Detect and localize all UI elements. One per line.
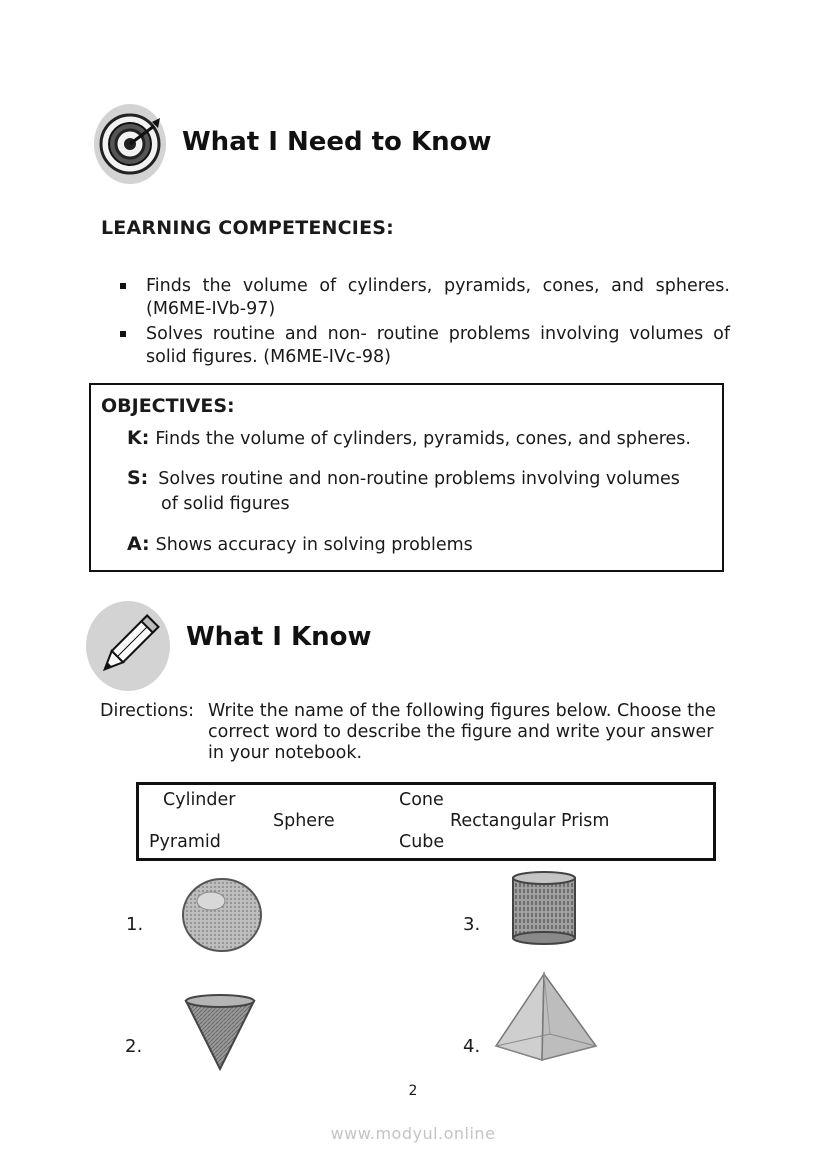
objective-s-continued: of solid figures [161,494,290,514]
word-rectangular-prism: Rectangular Prism [450,811,610,831]
target-icon-graphic [94,104,166,184]
competency-text: Finds the volume of cylinders, pyramids, cones, and spheres. (M6ME-IVb-97) [146,276,730,319]
competencies-list [120,275,730,371]
pyramid-figure [492,970,600,1064]
word-cone: Cone [399,790,444,810]
bullet-square-icon [120,283,126,289]
objective-s-key: S: [127,467,149,489]
pencil-icon [86,601,170,691]
list-item [120,275,730,321]
objective-a-key: A: [127,533,150,555]
word-choices-box [136,782,716,861]
objective-a-text: Shows accuracy in solving problems [155,535,473,555]
competency-text: Solves routine and non- routine problems involving volumes of solid figures. (M6ME-IVc-98) [146,324,730,367]
objective-a [127,531,473,558]
learning-competencies-title: LEARNING COMPETENCIES: [101,217,394,239]
objectives-box [89,383,724,572]
word-cylinder: Cylinder [163,790,236,810]
objective-k-key: K: [127,427,150,449]
figure-number-1: 1. [126,914,144,935]
directions-label: Directions: [100,701,195,721]
target-icon [94,104,166,184]
word-cube: Cube [399,832,445,852]
sphere-figure [181,877,263,953]
watermark: www.modyul.online [330,1124,496,1143]
objective-s-text-1: Solves routine and non-routine problems involving volumes [158,469,680,489]
objective-k-text: Finds the volume of cylinders, pyramids, cones, and spheres. [155,429,691,449]
cone-figure [183,993,257,1071]
objective-s [127,465,680,492]
word-pyramid: Pyramid [149,832,221,852]
cylinder-figure [510,870,578,946]
section-title-what-i-need-to-know: What I Need to Know [182,127,492,157]
section-title-what-i-know: What I Know [186,622,372,652]
page-number: 2 [408,1083,418,1099]
word-sphere: Sphere [273,811,335,831]
figure-number-3: 3. [463,914,481,935]
figure-number-2: 2. [125,1036,143,1057]
objectives-title: OBJECTIVES: [101,395,235,417]
directions-text: Write the name of the following figures below. Choose the correct word to describe the figure and write your answer in your notebook. [208,701,716,763]
bullet-square-icon [120,331,126,337]
directions [100,701,740,764]
list-item [120,323,730,369]
figure-number-4: 4. [463,1036,481,1057]
objective-k [127,425,691,452]
pencil-icon-graphic [86,601,170,691]
